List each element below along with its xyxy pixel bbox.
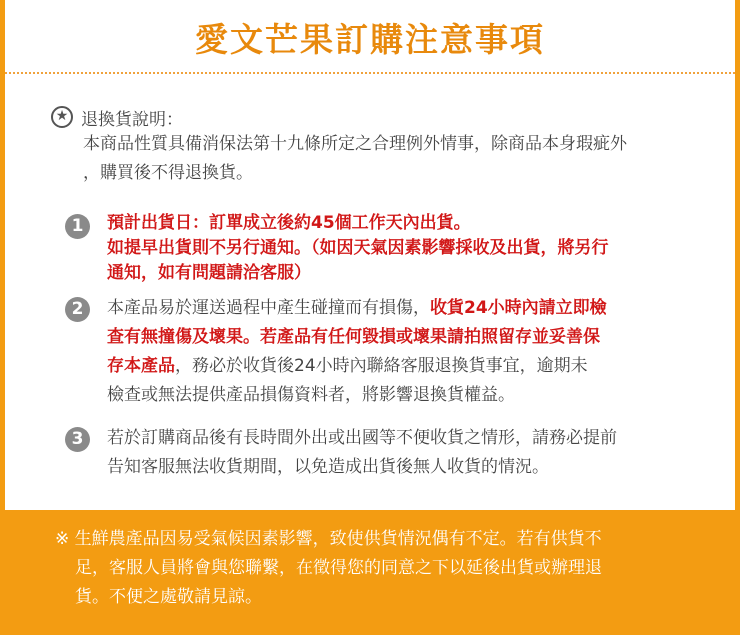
footer-line-1: ※ 生鮮農產品因易受氣候因素影響，致使供貨情況偶有不定。若有供貨不 bbox=[55, 529, 602, 549]
return-policy-line-1: 本商品性質具備消保法第十九條所定之合理例外情事，除商品本身瑕疵外 bbox=[83, 134, 627, 154]
item-3-line-2: 告知客服無法收貨期間，以免造成出貨後無人收貨的情況。 bbox=[107, 457, 549, 477]
item-1-line-2: 如提早出貨則不另行通知。（如因天氣因素影響採收及出貨，將另行 bbox=[107, 238, 609, 258]
return-policy-text bbox=[83, 130, 713, 188]
item-2-normal-3: 檢查或無法提供產品損傷資料者，將影響退換貨權益。 bbox=[107, 385, 515, 405]
footer-line-3: 貨。不便之處敬請見諒。 bbox=[75, 587, 262, 607]
item-1-line-1: 預計出貨日：訂單成立後約45個工作天內出貨。 bbox=[107, 213, 471, 233]
notice-card bbox=[5, 0, 735, 510]
number-3-badge: 3 bbox=[65, 427, 90, 452]
item-1-line-3: 通知，如有問題請洽客服） bbox=[107, 263, 311, 283]
item-3-text bbox=[107, 424, 697, 482]
number-1-badge: 1 bbox=[65, 214, 90, 239]
item-2-normal-1: 本產品易於運送過程中產生碰撞而有損傷， bbox=[107, 298, 430, 318]
item-1-text bbox=[107, 211, 697, 286]
footer-line-2: 足，客服人員將會與您聯繫，在徵得您的同意之下以延後出貨或辦理退 bbox=[75, 558, 602, 578]
item-2-normal-2: ，務必於收貨後24小時內聯絡客服退換貨事宜，逾期未 bbox=[175, 356, 588, 376]
item-3-line-1: 若於訂購商品後有長時間外出或出國等不便收貨之情形，請務必提前 bbox=[107, 428, 617, 448]
footer-notice bbox=[55, 525, 695, 612]
item-2-text bbox=[107, 294, 697, 410]
star-circle-icon: ★ bbox=[51, 106, 73, 128]
item-2-red-1: 收貨24小時內請立即檢 bbox=[430, 298, 607, 318]
item-2-red-3: 存本產品 bbox=[107, 356, 175, 376]
dotted-divider bbox=[5, 72, 735, 74]
number-2-badge: 2 bbox=[65, 297, 90, 322]
return-policy-title: 退換貨說明： bbox=[81, 110, 183, 130]
return-policy-line-2: ，購買後不得退換貨。 bbox=[83, 163, 253, 183]
page-title: 愛文芒果訂購注意事項 bbox=[195, 20, 545, 59]
item-2-red-2: 查有無撞傷及壞果。若產品有任何毀損或壞果請拍照留存並妥善保 bbox=[107, 327, 600, 347]
